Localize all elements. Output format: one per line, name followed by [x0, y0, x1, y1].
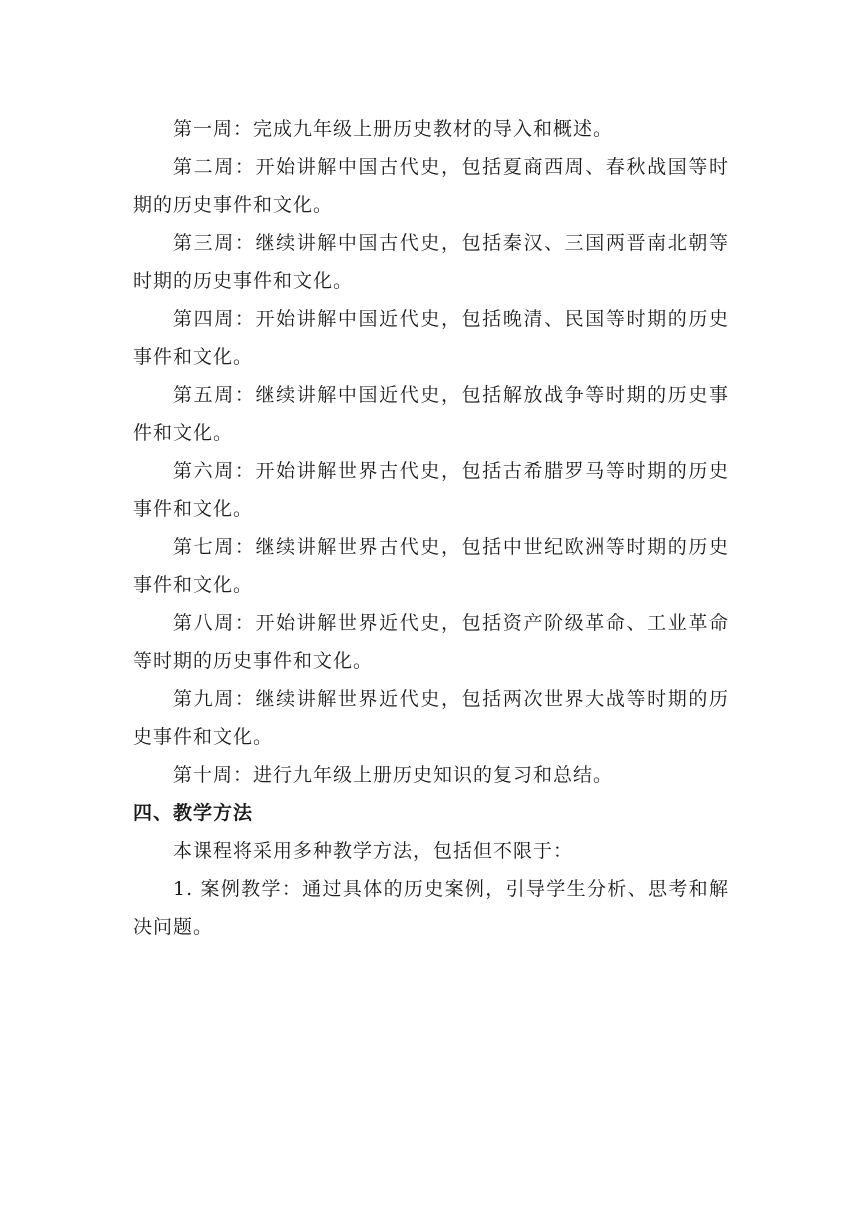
week-2-paragraph: 第二周：开始讲解中国古代史，包括夏商西周、春秋战国等时期的历史事件和文化。: [133, 156, 729, 216]
week-4-paragraph: 第四周：开始讲解中国近代史，包括晚清、民国等时期的历史事件和文化。: [133, 308, 729, 368]
intro-paragraph: 本课程将采用多种教学方法，包括但不限于：: [173, 840, 574, 862]
week-6-paragraph: 第六周：开始讲解世界古代史，包括古希腊罗马等时期的历史事件和文化。: [133, 460, 729, 520]
week-8-paragraph: 第八周：开始讲解世界近代史，包括资产阶级革命、工业革命等时期的历史事件和文化。: [133, 612, 729, 672]
week-1-paragraph: 第一周：完成九年级上册历史教材的导入和概述。: [173, 118, 614, 140]
document-body: [133, 110, 729, 946]
week-3-paragraph: 第三周：继续讲解中国古代史，包括秦汉、三国两晋南北朝等时期的历史事件和文化。: [133, 232, 729, 292]
week-5-paragraph: 第五周：继续讲解中国近代史，包括解放战争等时期的历史事件和文化。: [133, 384, 729, 444]
method-1-paragraph: 1. 案例教学：通过具体的历史案例，引导学生分析、思考和解决问题。: [133, 878, 729, 938]
week-10-paragraph: 第十周：进行九年级上册历史知识的复习和总结。: [173, 764, 614, 786]
week-9-paragraph: 第九周：继续讲解世界近代史，包括两次世界大战等时期的历史事件和文化。: [133, 688, 729, 748]
section-heading: 四、教学方法: [133, 802, 254, 824]
week-7-paragraph: 第七周：继续讲解世界古代史，包括中世纪欧洲等时期的历史事件和文化。: [133, 536, 729, 596]
